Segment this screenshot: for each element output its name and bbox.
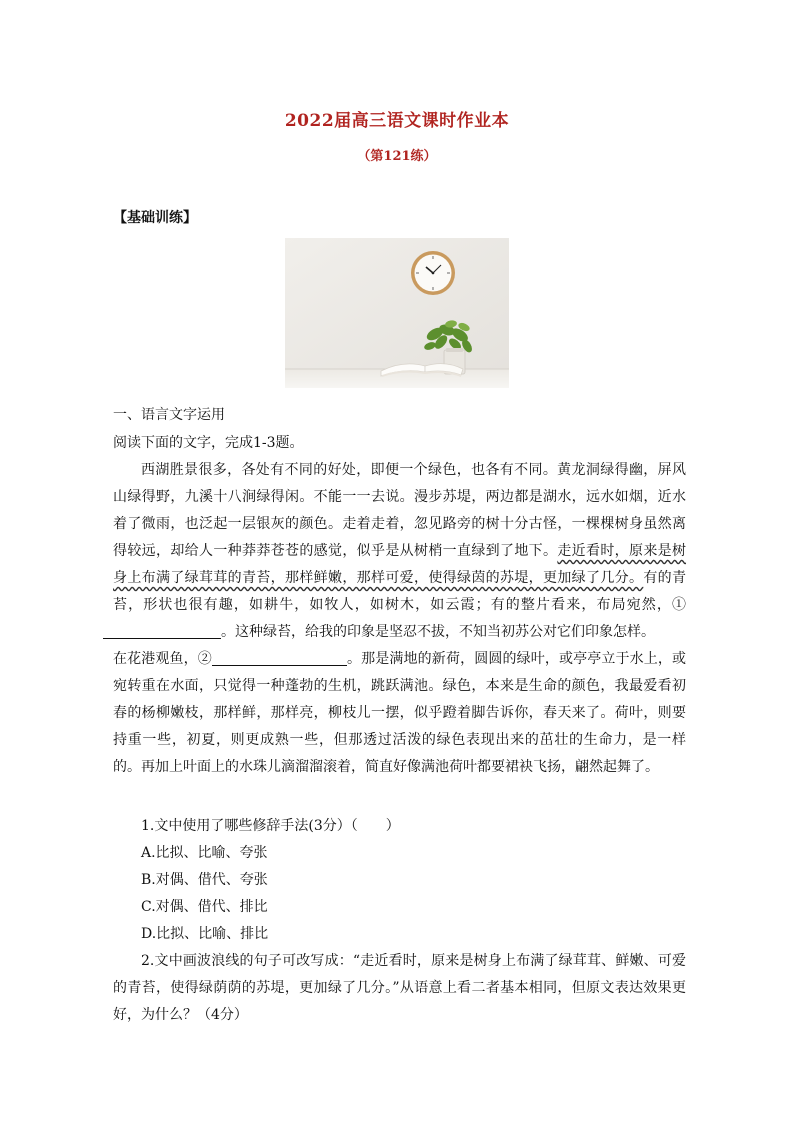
exercise-number: （第121练） [357, 149, 437, 164]
blank-1 [103, 624, 221, 639]
passage-text: 西湖胜景很多，各处有不同的好处，即便一个绿色，也各有不同。黄龙洞绿得幽，屏风山绿得野，九溪十八涧绿得闲。不能一一去说。漫步苏堤，两边都是湖水，远水如烟，近水着了微雨，也泛起一层银灰的颜色。走着走着，忽见路旁的树十分古怪，一棵棵树身虽然离得较远，却给人一种莽莽苍苍的感觉，似乎是从树梢一直绿到了地下。 [113, 462, 686, 559]
part-heading: 一、语言文字运用 [113, 407, 225, 423]
clock-plant-book-photo [285, 238, 509, 388]
option-b: B.对偶、借代、夸张 [141, 872, 268, 888]
passage-text: 。那是满地的新荷，圆圆的绿叶，或亭亭立于水上，或宛转重在水面，只觉得一种蓬勃的生机，跳跃满池。绿色，本来是生命的颜色，我最爱看初春的杨柳嫩枝，那样鲜，那样亮，柳枝儿一摆，似乎蹬着脚告诉你，春天来了。荷叶，则要持重一些，初夏，则更成熟一些，但那透过活泼的绿色表现出来的茁壮的生命力，是一样的。再加上叶面上的水珠儿滴溜溜滚着，简直好像满池荷叶都要裙袂飞扬，翩然起舞了。 [113, 651, 687, 775]
option-a: A.比拟、比喻、夸张 [141, 845, 268, 861]
part-instruction: 阅读下面的文字，完成1-3题。 [113, 435, 304, 451]
reading-passage [113, 457, 686, 646]
question-1: 1.文中使用了哪些修辞手法(3分）（ ） [141, 818, 400, 834]
passage-text: 在花港观鱼，② [113, 651, 212, 667]
document-title: 2022届高三语文课时作业本 [284, 111, 510, 131]
question-2: 2.文中画波浪线的句子可改写成：“走近看时，原来是树身上布满了绿茸茸、鲜嫩、可爱的青苔，使得绿荫荫的苏堤，更加绿了几分。”从语意上看二者基本相同，但原文表达效果更好，为什么？（4分） [113, 953, 686, 1023]
blank-2 [212, 651, 347, 666]
passage-text: 有的青苔，形状也很有趣，如耕牛，如牧人，如树木，如云霞；有的整片看来，布局宛然，① [113, 570, 687, 613]
wavy-underlined-sentence: 走近看时，原来是树身上布满了绿茸茸的青苔，那样鲜嫩，那样可爱，使得绿茵的苏堤，更加绿了几分。 [113, 543, 687, 586]
passage-text: 。这种绿苔，给我的印象是坚忍不拔，不知当初苏公对它们印象怎样。 [221, 624, 655, 640]
option-c: C.对偶、借代、排比 [141, 899, 268, 915]
section-tag: 【基础训练】 [113, 210, 197, 226]
reading-passage-2 [113, 646, 686, 781]
option-d: D.比拟、比喻、排比 [141, 926, 269, 942]
illustration-photo [285, 238, 509, 388]
